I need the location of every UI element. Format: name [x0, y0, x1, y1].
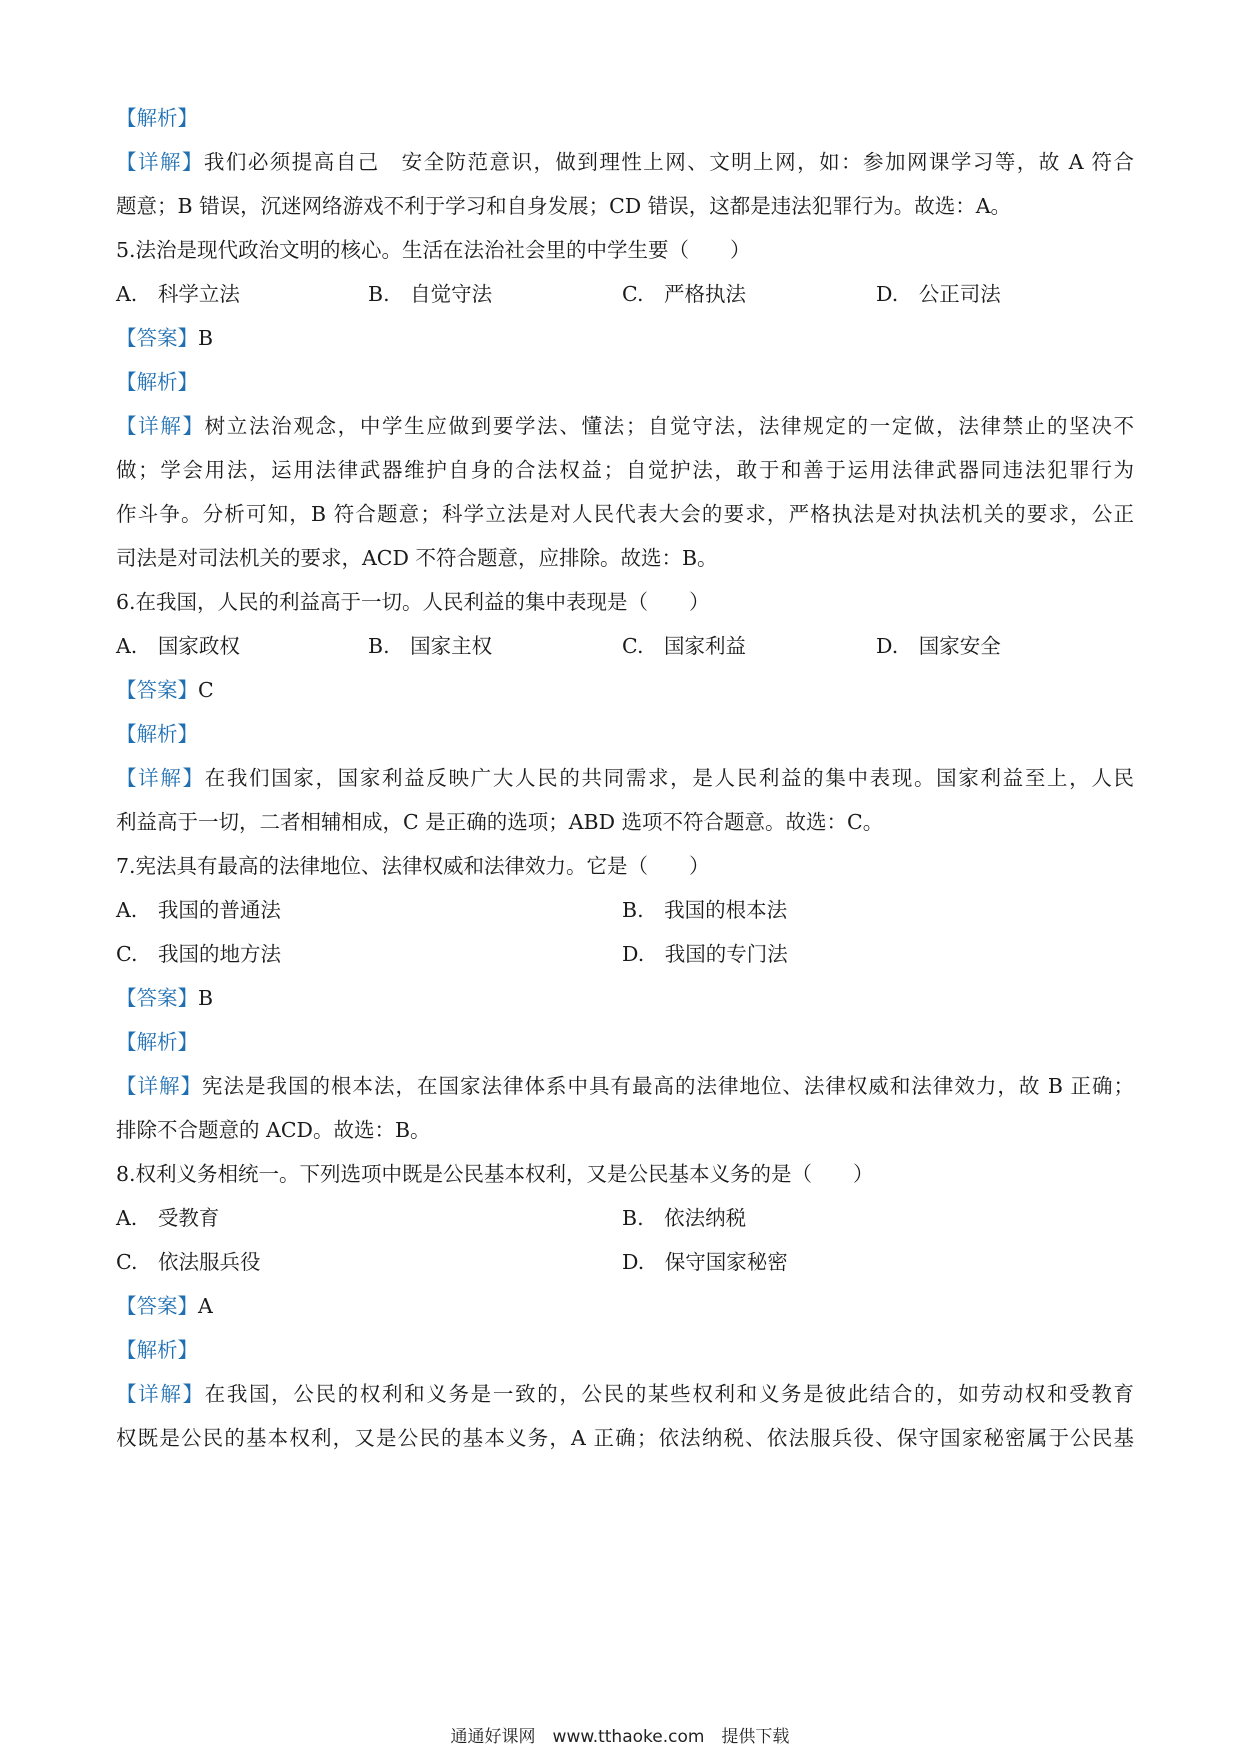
q6-stem — [116, 588, 1134, 616]
q5-option-c: C. 严格执法 — [622, 282, 746, 306]
q8-answer-line — [116, 1292, 1134, 1320]
q7-option-c: C. 我国的地方法 — [116, 942, 281, 966]
q5-detail-line-4 — [116, 544, 1134, 572]
q5-detail-line-2 — [116, 456, 1134, 484]
q5-stem — [116, 236, 1134, 264]
answer-tag: 【答案】 — [116, 678, 198, 702]
q5-option-b: B. 自觉守法 — [368, 282, 493, 306]
q7-answer-value: B — [198, 986, 214, 1010]
q4-detail-text-2: 题意；B 错误，沉迷网络游戏不利于学习和自身发展；CD 错误，这都是违法犯罪行为。故选：A。 — [116, 194, 1012, 218]
q6-detail-text-1: 在我们国家，国家利益反映广大人民的共同需求，是人民利益的集中表现。国家利益至上，人民 — [204, 766, 1135, 790]
detail-tag: 【详解】 — [116, 1382, 205, 1406]
q8-detail-line-1 — [116, 1380, 1134, 1408]
q8-answer-value: A — [198, 1294, 213, 1318]
q6-option-d: D. 国家安全 — [876, 634, 1001, 658]
q8-detail-text-2: 权既是公民的基本权利，又是公民的基本义务，A 正确；依法纳税、依法服兵役、保守国家秘密属于公民基 — [116, 1426, 1134, 1450]
q7-detail-line-1 — [116, 1072, 1134, 1100]
q4-detail-line-1 — [116, 148, 1134, 176]
q5-analysis-tag — [116, 368, 1134, 396]
analysis-tag: 【解析】 — [116, 1338, 198, 1362]
q8-option-a: A. 受教育 — [116, 1206, 220, 1230]
q7-detail-text-1: 宪法是我国的根本法，在国家法律体系中具有最高的法律地位、法律权威和法律效力，故 B 正确； — [202, 1074, 1134, 1098]
q5-stem-text: 5.法治是现代政治文明的核心。生活在法治社会里的中学生要（ ） — [116, 238, 751, 262]
detail-tag: 【详解】 — [116, 150, 204, 174]
q8-stem-text: 8.权利义务相统一。下列选项中既是公民基本权利，又是公民基本义务的是（ ） — [116, 1162, 874, 1186]
q5-answer-value: B — [198, 326, 214, 350]
q6-stem-text: 6.在我国，人民的利益高于一切。人民利益的集中表现是（ ） — [116, 590, 710, 614]
q7-option-a: A. 我国的普通法 — [116, 898, 281, 922]
answer-tag: 【答案】 — [116, 1294, 198, 1318]
q7-detail-line-2 — [116, 1116, 1134, 1144]
answer-tag: 【答案】 — [116, 986, 198, 1010]
q8-option-b: B. 依法纳税 — [622, 1206, 747, 1230]
q6-detail-line-2 — [116, 808, 1134, 836]
q5-option-a: A. 科学立法 — [116, 282, 240, 306]
q5-detail-text-4: 司法是对司法机关的要求，ACD 不符合题意，应排除。故选：B。 — [116, 546, 718, 570]
q6-analysis-tag — [116, 720, 1134, 748]
analysis-tag: 【解析】 — [116, 722, 198, 746]
q6-detail-line-1 — [116, 764, 1134, 792]
q8-option-c: C. 依法服兵役 — [116, 1250, 261, 1274]
q6-option-c: C. 国家利益 — [622, 634, 746, 658]
detail-tag: 【详解】 — [116, 766, 205, 790]
q5-detail-text-1: 树立法治观念，中学生应做到要学法、懂法；自觉守法，法律规定的一定做，法律禁止的坚决不 — [204, 414, 1135, 438]
q6-option-b: B. 国家主权 — [368, 634, 493, 658]
q4-detail-line-2 — [116, 192, 1134, 220]
q5-detail-line-1 — [116, 412, 1134, 440]
q8-option-d: D. 保守国家秘密 — [622, 1250, 788, 1274]
q5-detail-line-3 — [116, 500, 1134, 528]
analysis-tag: 【解析】 — [116, 370, 198, 394]
q4-detail-text-1: 我们必须提高自己 安全防范意识，做到理性上网、文明上网，如：参加网课学习等，故 A 符合 — [203, 150, 1134, 174]
analysis-tag: 【解析】 — [116, 1030, 198, 1054]
q6-answer-value: C — [198, 678, 214, 702]
page-footer: 通通好课网 www.tthaoke.com 提供下载 — [450, 1727, 790, 1747]
q7-answer-line — [116, 984, 1134, 1012]
q7-analysis-tag — [116, 1028, 1134, 1056]
q7-stem — [116, 852, 1134, 880]
answer-tag: 【答案】 — [116, 326, 198, 350]
q8-detail-text-1: 在我国，公民的权利和义务是一致的，公民的某些权利和义务是彼此结合的，如劳动权和受教育 — [204, 1382, 1135, 1406]
q8-detail-line-2 — [116, 1424, 1134, 1452]
q6-detail-text-2: 利益高于一切，二者相辅相成，C 是正确的选项；ABD 选项不符合题意。故选：C。 — [116, 810, 884, 834]
q5-detail-text-2: 做；学会用法，运用法律武器维护自身的合法权益；自觉护法，敢于和善于运用法律武器同违法犯罪行为 — [116, 458, 1134, 482]
q7-option-d: D. 我国的专门法 — [622, 942, 788, 966]
q7-stem-text: 7.宪法具有最高的法律地位、法律权威和法律效力。它是（ ） — [116, 854, 710, 878]
q8-stem — [116, 1160, 1134, 1188]
q5-detail-text-3: 作斗争。分析可知，B 符合题意；科学立法是对人民代表大会的要求，严格执法是对执法机关的要求，公正 — [116, 502, 1134, 526]
q6-option-a: A. 国家政权 — [116, 634, 240, 658]
q7-option-b: B. 我国的根本法 — [622, 898, 788, 922]
analysis-tag: 【解析】 — [116, 106, 198, 130]
detail-tag: 【详解】 — [116, 414, 205, 438]
q4-analysis-tag — [116, 104, 1134, 132]
q5-option-d: D. 公正司法 — [876, 282, 1001, 306]
q5-answer-line — [116, 324, 1134, 352]
q6-answer-line — [116, 676, 1134, 704]
q8-analysis-tag — [116, 1336, 1134, 1364]
detail-tag: 【详解】 — [116, 1074, 202, 1098]
q7-detail-text-2: 排除不合题意的 ACD。故选：B。 — [116, 1118, 431, 1142]
